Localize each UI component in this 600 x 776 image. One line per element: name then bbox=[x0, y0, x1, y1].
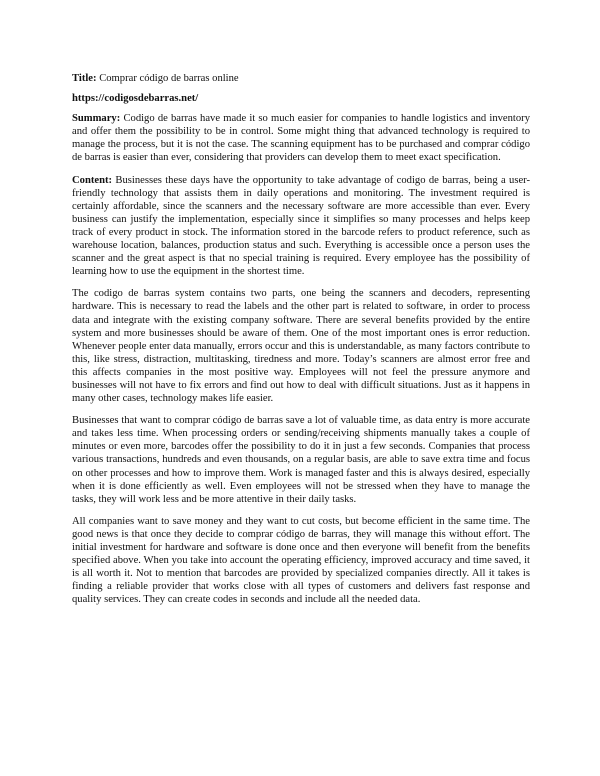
summary-text: Codigo de barras have made it so much easier for companies to handle logistics and inventory and offer them the possibility to be in control. Some might thing that advanced technology is required to manage the process, but it is not the case. The scanning equipment has to be purchased and comprar código de barras is easier than ever, considering that providers can develop them to meet exact specification. bbox=[72, 113, 530, 164]
body-paragraph-2: Businesses that want to comprar código de barras save a lot of valuable time, as data entry is more accurate and takes less time. When processing orders or sending/receiving shipments manually takes a couple of minutes or even more, barcodes offer the possibility to do it in just a few seconds. Companies that process various transactions, hundreds and even thousands, on a regular basis, are able to save extra time and focus on other processes and how to improve them. Work is managed faster and this is always desired, especially when it is done efficiently as well. Even employees will not be stressed when they have to manage the tasks, they will work less and be more attentive in their daily tasks. bbox=[72, 415, 530, 505]
body-paragraph-1: The codigo de barras system contains two parts, one being the scanners and decoders, representing hardware. This is necessary to read the labels and the other part is related to software, in order to process data and integrate with the existing company software. There are several benefits provided by the entire system and more businesses should be aware of them. One of the most important ones is error reduction. Whenever people enter data manually, errors occur and this is understandable, as many factors contribute to this, like stress, distraction, multitasking, tiredness and more. Today’s scanners are almost error free and this affects companies in the most positive way. Employees will not feel the pressure anymore and businesses will not have to fix errors and find out how to deal with difficult situations. Just as it happens in many other cases, technology makes life easier. bbox=[72, 288, 530, 405]
title-label: Title: bbox=[72, 73, 97, 84]
title-line bbox=[72, 72, 530, 85]
document-page bbox=[72, 72, 530, 615]
title-text: Comprar código de barras online bbox=[99, 73, 239, 84]
content-paragraph bbox=[72, 174, 530, 279]
url-text: https://codigosdebarras.net/ bbox=[72, 93, 199, 105]
content-text: Businesses these days have the opportunity to take advantage of codigo de barras, being a user-friendly technology that assists them in daily operations and monitoring. The investment required is certainly affordable, since the scanners and the necessary software are more accessible than ever. Every business can justify the implementation, especially since it simplifies so many processes and helps keep track of every product in stock. The information stored in the barcode refers to product reference, such as warehouse location, balances, production status and such. Everything is accessible once a person uses the scanner and the great aspect is that no special training is required. Every employee has the possibility of learning how to use the equipment in the shortest time. bbox=[72, 174, 530, 278]
summary-paragraph bbox=[72, 112, 530, 164]
url-line bbox=[72, 92, 530, 105]
body-paragraph-3: All companies want to save money and they want to cut costs, but become efficient in the same time. The good news is that once they decide to comprar código de barras, they will manage this without effort. The initial investment for hardware and software is done once and then everyone will benefit from the benefits specified above. When you take into account the operating efficiency, improved accuracy and time saved, it is all worth it. Not to mention that barcodes are provided by specialized companies directly. All it takes is finding a reliable provider that works close with all types of customers and delivers fast response and quality services. They can create codes in seconds and include all the needed data. bbox=[72, 515, 530, 606]
content-label: Content: bbox=[72, 174, 113, 186]
summary-label: Summary: bbox=[72, 113, 121, 125]
